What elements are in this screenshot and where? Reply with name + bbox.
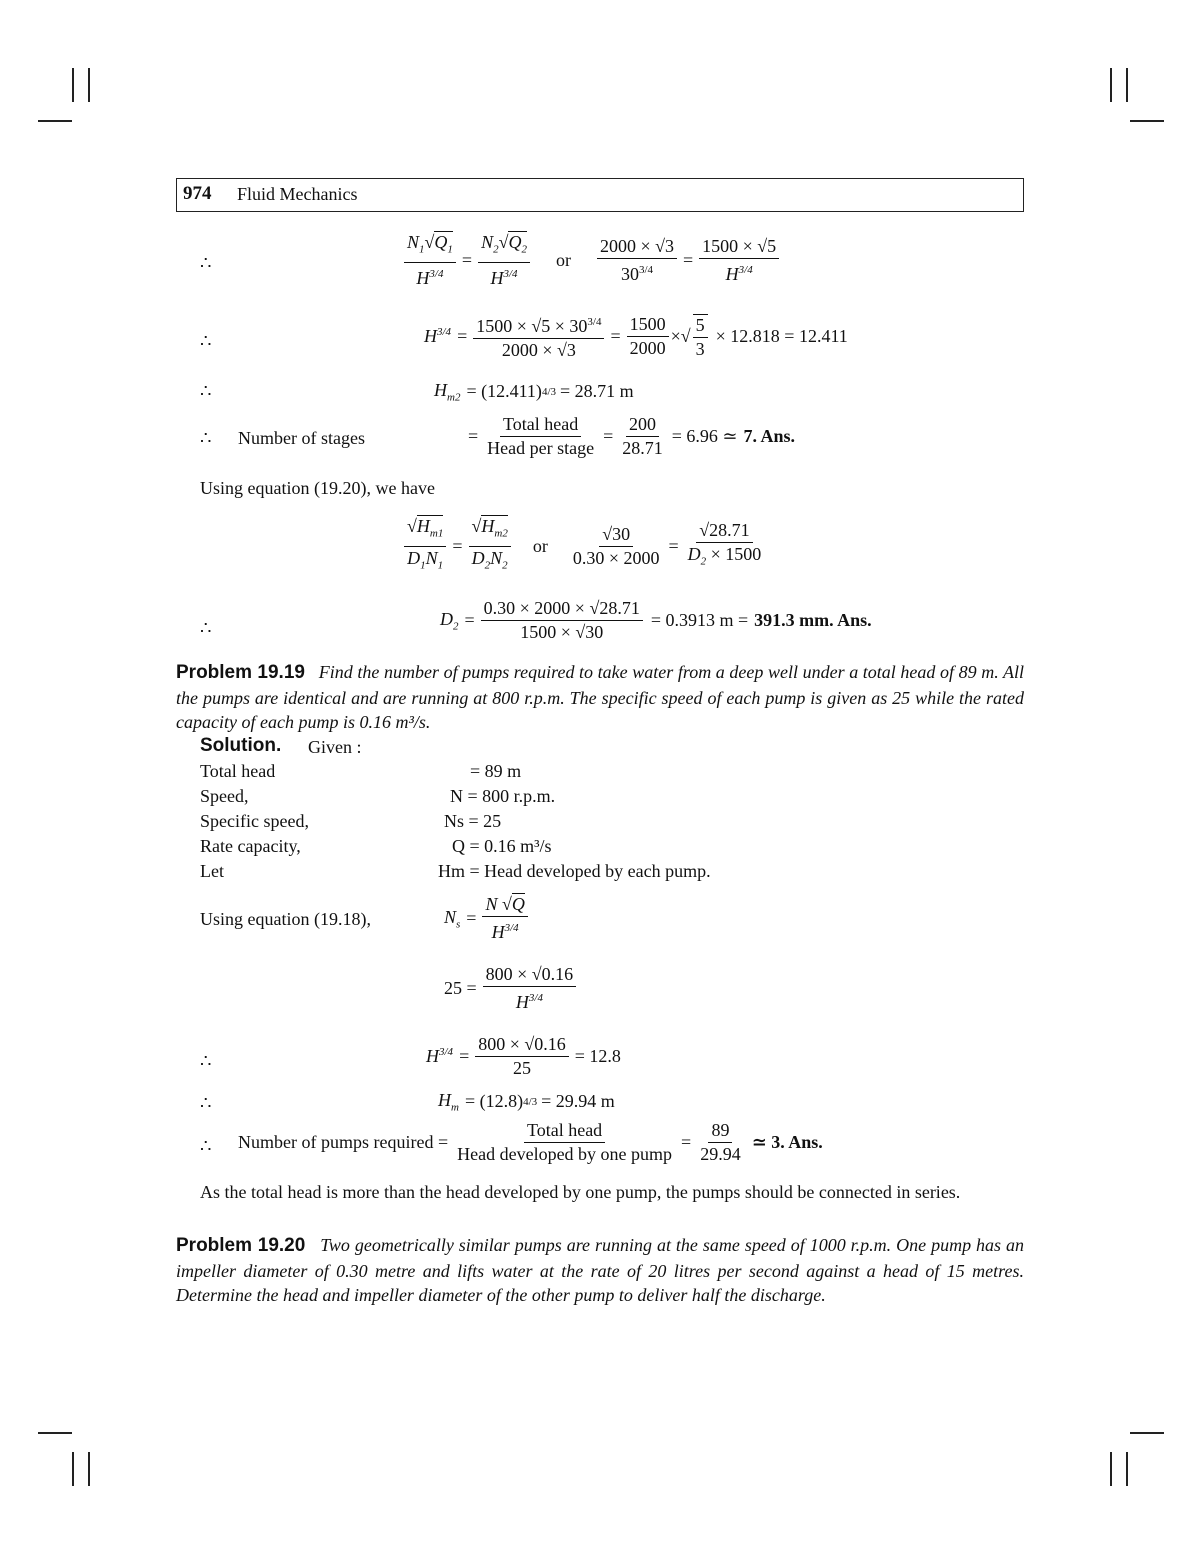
given-value-total-head: = 89 m [470, 761, 522, 781]
eq1-den1: 30 [620, 263, 639, 284]
eq25-num: 800 × √0.16 [483, 964, 577, 987]
equation-pumps: Number of pumps required = $\frac{\text{Total head}}{\text{Head developed by one pump}}$ = $\frac{89}{29.94}$ ≃ 3. Ans. [238, 1120, 823, 1164]
stages-label: Number of stages [238, 428, 365, 448]
crop-mark-br-v1 [1110, 1452, 1112, 1486]
pumps-num2: 89 [708, 1120, 732, 1143]
equation-25: 25 = $\frac{800 \times √0.16}{H^{3/4}}$ [444, 964, 576, 1013]
pumps-label: Number of pumps required = [238, 1132, 449, 1152]
eq4-num1: √30 [599, 524, 633, 547]
given-value-let: Hm = Head developed by each pump. [438, 861, 711, 881]
stages-den: Head per stage [487, 438, 595, 458]
stages-den2: 28.71 [622, 438, 663, 458]
equation-hm2-power: $H^{3/4}$ = $\frac{1500 \times √5 \times 30^{3/4}}{2000 \times √3}$ = $\frac{1500}{2000}$ ×√ $\frac{5}{3}$ × 12.818 = 12.411 [424, 314, 848, 360]
given-value-speed: N = 800 r.p.m. [450, 786, 556, 806]
eq1-num1: 2000 × √3 [597, 236, 677, 259]
problem-19-19-statement: Find the number of pumps required to take water from a deep well under a total head of 89 m. All the pumps are identical and are running at 800 r.p.m. The specific speed of each pump is given as 25 while the rated capacity of each pump is 0.16 m³/s. [176, 662, 1025, 732]
crop-mark-tr-v2 [1126, 68, 1128, 102]
pumps-den2: 29.94 [700, 1144, 741, 1164]
hm-den: 25 [512, 1058, 531, 1078]
problem-19-20 [176, 1233, 1024, 1308]
problem-19-20-statement: Two geometrically similar pumps are running at the same speed of 1000 r.p.m. One pump has an impeller diameter of 0.30 metre and lifts water at the rate of 20 litres per second against a head of 15 metres. Determine the head and impeller diameter of the other pump to deliver half the discharge. [176, 1235, 1025, 1305]
crop-mark-bl-v1 [72, 1452, 74, 1486]
conclusion-text: As the total head is more than the head developed by one pump, the pumps should be connected in series. [200, 1182, 961, 1202]
therefore-5: ∴ [200, 618, 212, 638]
equation-specific-speed-ratio: $\frac{N_1√Q_1}{H^{3/4}}$ = $\frac{N_2√Q_2}{H^{3/4}}$ or $\frac{2000 \times √3}{30^{3/4}}$ = $\frac{1500 \times √5}{H^{3/4}}$ [404, 232, 779, 289]
crop-mark-tr-v1 [1110, 68, 1112, 102]
therefore-4: ∴ [200, 428, 212, 448]
eq-25: 25 = [444, 978, 477, 998]
therefore-1: ∴ [200, 253, 212, 273]
hm-result: = (12.8) [464, 1091, 524, 1112]
given-label-rate-capacity: Rate capacity, [200, 836, 301, 856]
problem-19-19-label: Problem 19.19 [176, 662, 305, 683]
therefore-8: ∴ [200, 1136, 212, 1156]
page-header [176, 178, 1024, 212]
therefore-7: ∴ [200, 1093, 212, 1113]
eq3-text: = (12.411) [466, 381, 542, 402]
equation-hm-value: $H_m$ = (12.8) 4/3 = 29.94 m [438, 1090, 615, 1114]
eq2-result: × 12.818 = 12.411 [715, 326, 848, 346]
conclusion-paragraph [176, 1180, 1024, 1205]
d2-result: = 0.3913 m = [650, 610, 749, 630]
using-eq-19-18: Using equation (19.18), [200, 909, 371, 929]
using-eq-19-20: Using equation (19.20), we have [200, 478, 435, 498]
crop-mark-tl-v2 [88, 68, 90, 102]
equation-stages: = $\frac{\text{Total head}}{\text{Head per stage}}$ = $\frac{200}{28.71}$ = 6.96 ≃ 7. Ans. [468, 414, 796, 458]
problem-19-19 [176, 660, 1024, 735]
therefore-3: ∴ [200, 381, 212, 401]
given-label-specific-speed: Specific speed, [200, 811, 309, 831]
crop-mark-bl-h [38, 1432, 72, 1434]
eq1-pow: 3/4 [638, 263, 654, 276]
crop-mark-tr-h [1130, 120, 1164, 122]
or-text-2: or [532, 535, 548, 556]
equation-d2: $D_2$ = $\frac{0.30 \times 2000 \times √28.71}{1500 \times √30}$ = 0.3913 m = 391.3 mm. Ans. [440, 598, 872, 642]
equation-ns: $N_s$ = $\frac{N √Q}{H^{3/4}}$ [444, 894, 528, 943]
crop-mark-tl-v1 [72, 68, 74, 102]
given-value-rate-capacity: Q = 0.16 m³/s [452, 836, 552, 856]
given-label-speed: Speed, [200, 786, 249, 806]
crop-mark-bl-v2 [88, 1452, 90, 1486]
stages-num2: 200 [626, 414, 659, 437]
stages-ans: 7. Ans. [743, 426, 796, 446]
therefore-6: ∴ [200, 1051, 212, 1071]
book-title: Fluid Mechanics [237, 184, 358, 204]
eq3-tail: = 28.71 m [560, 381, 634, 402]
solution-label: Solution. [200, 735, 282, 756]
or-text-1: or [555, 249, 571, 270]
page-number: 974 [183, 183, 212, 204]
hm-pow: 4/3 [523, 1095, 538, 1108]
eq3-pow: 4/3 [541, 385, 556, 398]
given-label-let: Let [200, 861, 224, 881]
given-label-total-head: Total head [200, 761, 276, 781]
pumps-den: Head developed by one pump [457, 1144, 673, 1164]
eq4-num2: √28.71 [696, 520, 752, 543]
crop-mark-br-v2 [1126, 1452, 1128, 1486]
stages-result: = 6.96 ≃ [671, 426, 738, 446]
pumps-num: Total head [524, 1120, 605, 1143]
problem-19-20-label: Problem 19.20 [176, 1235, 306, 1256]
equation-hm-power: $H^{3/4}$ = $\frac{800 \times √0.16}{25}$ = 12.8 [426, 1034, 621, 1078]
stages-num: Total head [500, 414, 581, 437]
hm-num: 800 × √0.16 [475, 1034, 569, 1057]
d2-ans: 391.3 mm. Ans. [754, 610, 872, 630]
d2-den: 1500 × √30 [520, 622, 604, 642]
d2-num: 0.30 × 2000 × √28.71 [481, 598, 643, 621]
hm-tail: = 29.94 m [541, 1091, 615, 1112]
eq1-num2: 1500 × √5 [699, 236, 779, 259]
equation-hm2-value: $H_{m2}$ = (12.411) 4/3 = 28.71 m [434, 380, 634, 404]
eq-128: = 12.8 [574, 1046, 621, 1066]
pumps-ans: ≃ 3. Ans. [751, 1132, 823, 1152]
equation-diameter-ratio: $\frac{√H_{m1}}{D_1N_1}$ = $\frac{√H_{m2}}{D_2N_2}$ or $\frac{√30}{0.30 \times 2000}$ = $\frac{√28.71}{D_2 \times 1500}$ [404, 516, 764, 576]
therefore-2: ∴ [200, 331, 212, 351]
given-label: Given : [308, 737, 362, 757]
crop-mark-tl-h [38, 120, 72, 122]
eq4-den1: 0.30 × 2000 [572, 547, 660, 568]
given-value-specific-speed: Ns = 25 [444, 811, 502, 831]
crop-mark-br-h [1130, 1432, 1164, 1434]
